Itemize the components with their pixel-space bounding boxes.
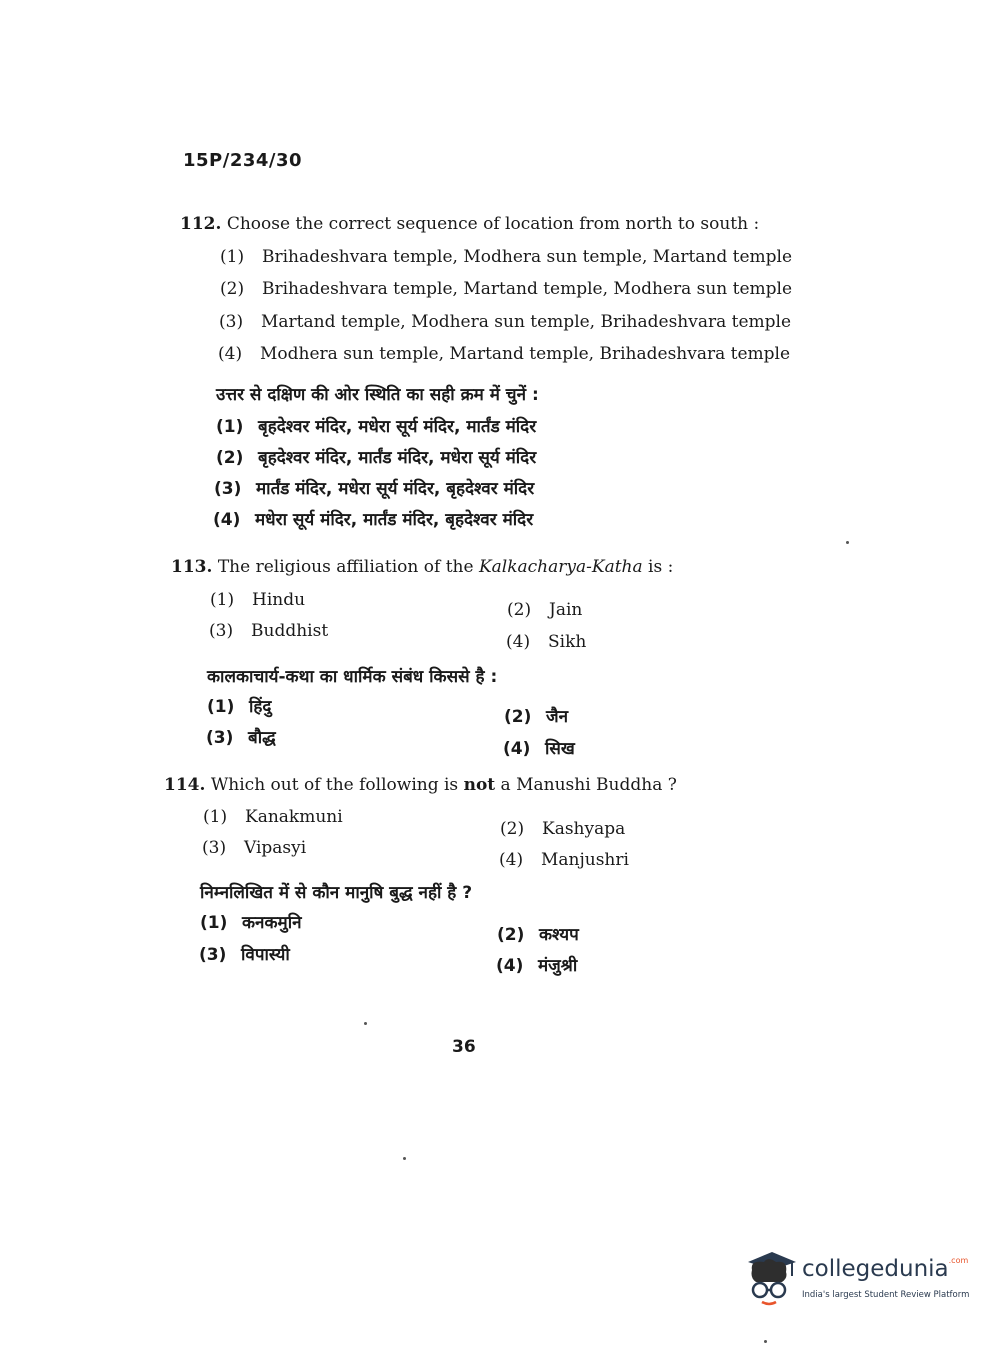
question-text-en-pre: The religious affiliation of the xyxy=(217,557,479,577)
option-en-3: (3) Martand temple, Modhera sun temple, Brihadeshvara temple xyxy=(219,312,792,332)
option-hi-2: (2) जैन xyxy=(504,707,569,727)
scan-speck xyxy=(764,1340,767,1343)
option-en-1: (1) Hindu xyxy=(210,590,306,610)
scan-speck xyxy=(364,1022,367,1025)
question-text-en: Choose the correct sequence of location from north to south : xyxy=(226,214,760,234)
option-en-1: (1) Kanakmuni xyxy=(203,807,343,827)
option-en-3: (3) Buddhist xyxy=(209,621,329,641)
question-text-en-post: is : xyxy=(642,557,674,577)
question-113 xyxy=(171,557,673,577)
logo-tagline: India's largest Student Review Platform xyxy=(802,1290,970,1300)
option-hi-3: (3) मार्तंड मंदिर, मधेरा सूर्य मंदिर, बृहदेश्वर मंदिर xyxy=(214,479,535,499)
option-hi-1: (1) हिंदु xyxy=(207,697,272,717)
option-hi-1: (1) कनकमुनि xyxy=(200,913,302,933)
question-112 xyxy=(180,214,759,234)
option-en-4: (4) Sikh xyxy=(506,632,587,652)
option-en-1: (1) Brihadeshvara temple, Modhera sun temple, Martand temple xyxy=(220,247,793,267)
question-text-en-post: a Manushi Buddha ? xyxy=(495,775,677,795)
option-hi-2: (2) कश्यप xyxy=(497,925,579,945)
option-en-2: (2) Jain xyxy=(507,600,583,620)
option-en-2: (2) Brihadeshvara temple, Martand temple, Modhera sun temple xyxy=(220,279,793,299)
question-text-hi: उत्तर से दक्षिण की ओर स्थिति का सही क्रम में चुनें : xyxy=(216,385,539,405)
paper-code: 15P/234/30 xyxy=(183,150,303,171)
question-text-hi: निम्नलिखित में से कौन मानुषि बुद्ध नहीं है ? xyxy=(200,883,473,903)
option-hi-4: (4) मधेरा सूर्य मंदिर, मार्तंड मंदिर, बृहदेश्वर मंदिर xyxy=(213,510,534,530)
collegedunia-logo xyxy=(742,1248,972,1318)
question-text-en-pre: Which out of the following is xyxy=(210,775,464,795)
option-hi-4: (4) सिख xyxy=(503,739,575,759)
logo-wordmark: collegedunia$^{.com}$ xyxy=(802,1256,969,1282)
question-text-en-emphasis: Kalkacharya-Katha xyxy=(478,557,643,577)
scan-speck xyxy=(403,1157,406,1160)
option-hi-3: (3) विपास्यी xyxy=(199,945,290,965)
question-114 xyxy=(164,775,677,795)
scan-speck xyxy=(846,541,849,544)
option-hi-3: (3) बौद्ध xyxy=(206,728,276,748)
mascot-icon xyxy=(742,1248,800,1310)
option-en-2: (2) Kashyapa xyxy=(500,819,626,839)
option-en-4: (4) Modhera sun temple, Martand temple, Brihadeshvara temple xyxy=(218,344,791,364)
option-en-3: (3) Vipasyi xyxy=(202,838,307,858)
option-hi-2: (2) बृहदेश्वर मंदिर, मार्तंड मंदिर, मधेरा सूर्य मंदिर xyxy=(216,448,537,468)
question-text-en-bold: not xyxy=(463,775,496,795)
option-hi-4: (4) मंजुश्री xyxy=(496,956,578,976)
question-number: 112. xyxy=(180,214,222,234)
page-number: 36 xyxy=(452,1037,476,1057)
logo-suffix: .com xyxy=(948,1256,969,1265)
option-en-4: (4) Manjushri xyxy=(499,850,629,870)
question-number: 113. xyxy=(171,557,213,577)
option-hi-1: (1) बृहदेश्वर मंदिर, मधेरा सूर्य मंदिर, मार्तंड मंदिर xyxy=(216,417,537,437)
question-number: 114. xyxy=(164,775,206,795)
question-text-hi: कालकाचार्य-कथा का धार्मिक संबंध किससे है : xyxy=(207,667,498,687)
